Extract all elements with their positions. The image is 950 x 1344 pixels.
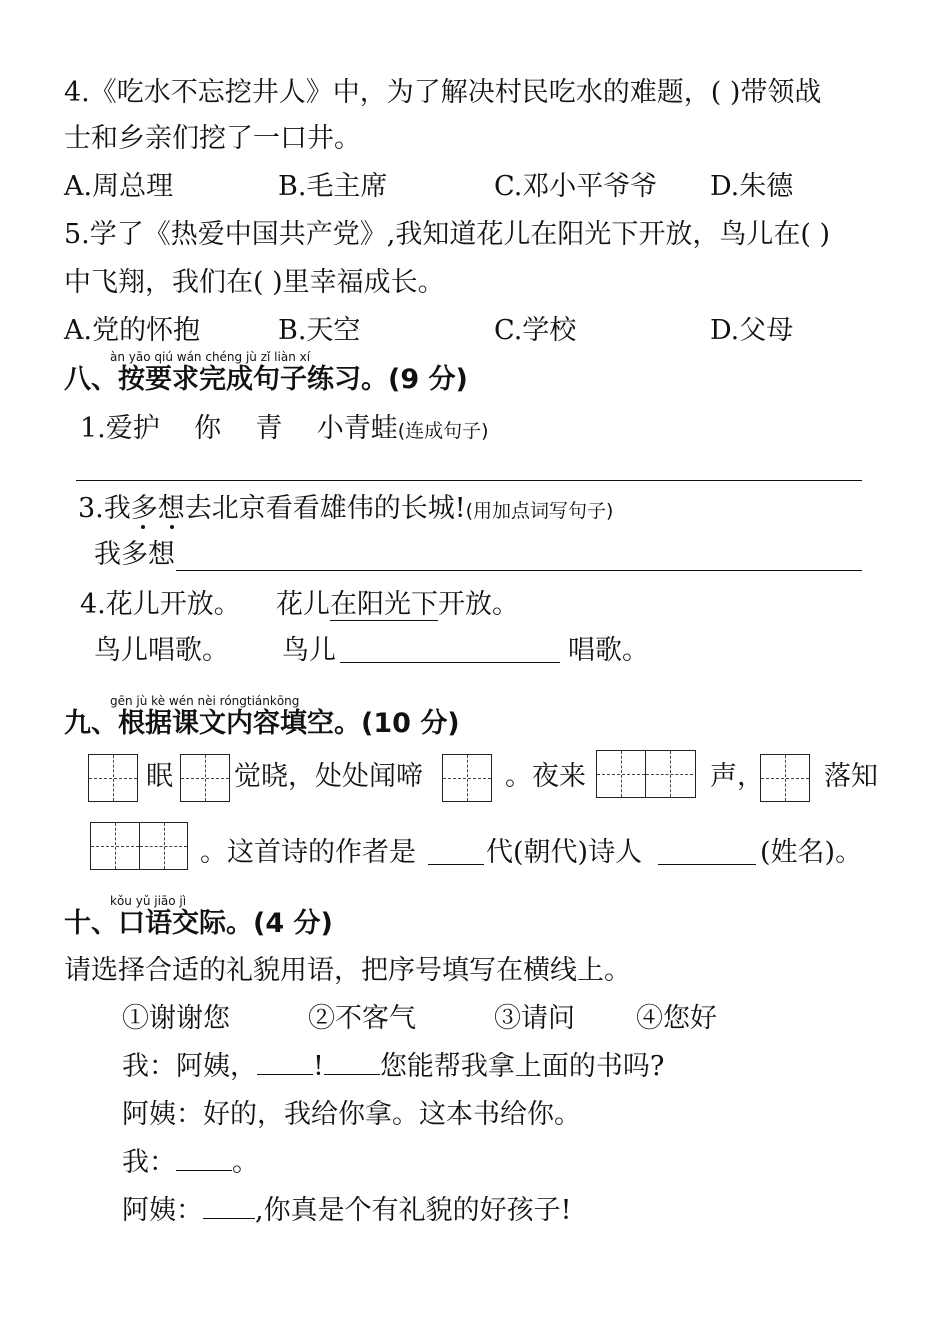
- s8-item4-d2: 唱歌。: [568, 635, 649, 666]
- q4-line1: 4.《吃水不忘挖井人》中，为了解决村民吃水的难题，( )带领战: [64, 77, 822, 108]
- section8-title: 八、按要求完成句子练习。(9 分): [64, 364, 468, 395]
- s10-d3-period: 。: [232, 1147, 259, 1178]
- s8-item4-b: [276, 588, 519, 622]
- s10-dialog-3: [122, 1146, 259, 1180]
- s10-choice-1: ①谢谢您: [122, 1003, 230, 1034]
- s8-item1: [80, 412, 489, 448]
- s10-d1-text: 您能帮我拿上面的书吗?: [379, 1051, 665, 1082]
- section9-pinyin: gēn jù kè wén nèi róngtiánkōng: [110, 694, 300, 708]
- q4-option-c[interactable]: C.邓小平爷爷: [494, 171, 658, 202]
- s8-item4-a: 4.花儿开放。: [80, 589, 241, 620]
- emphasis-dot: [141, 525, 145, 529]
- q5-line2: 中飞翔，我们在( )里幸福成长。: [64, 267, 445, 298]
- s8-item4-b3: 开放。: [438, 589, 519, 620]
- s10-d1-speaker: 我：阿姨，: [122, 1051, 257, 1082]
- s10-d1-blank-2[interactable]: [324, 1050, 380, 1075]
- q5-option-c[interactable]: C.学校: [494, 315, 577, 346]
- section8-pinyin: àn yāo qiú wán chéng jù zǐ liàn xí: [110, 350, 311, 364]
- s10-dialog-2: 阿姨：好的，我给你拿。这本书给你。: [122, 1099, 581, 1130]
- tianzige-box[interactable]: [88, 754, 138, 802]
- s10-choice-2: ②不客气: [308, 1003, 416, 1034]
- s10-choice-4: ④您好: [636, 1003, 717, 1034]
- s10-d4-text: ,你真是个有礼貌的好孩子!: [255, 1195, 572, 1226]
- s10-d4-blank[interactable]: [203, 1194, 255, 1219]
- s10-instruction: 请选择合适的礼貌用语，把序号填写在横线上。: [64, 955, 631, 986]
- tianzige-box[interactable]: [90, 822, 188, 870]
- s8-item1-answer-line[interactable]: [76, 480, 862, 481]
- s8-item3-hint: (用加点词写句子): [465, 500, 614, 522]
- s9-dynasty-blank[interactable]: [428, 864, 484, 865]
- s10-d3-speaker: 我：: [122, 1147, 176, 1178]
- q5-option-a[interactable]: A.党的怀抱: [64, 315, 201, 346]
- section10-title: 十、口语交际。(4 分): [64, 908, 333, 939]
- q4-line2: 士和乡亲们挖了一口井。: [64, 123, 361, 154]
- s9-sheng: 声，: [710, 761, 764, 792]
- q4-option-d[interactable]: D.朱德: [710, 171, 794, 202]
- s10-d3-blank[interactable]: [176, 1146, 232, 1171]
- s10-d1-excl: !: [313, 1051, 324, 1082]
- s10-d4-speaker: 阿姨：: [122, 1195, 203, 1226]
- q5-option-b[interactable]: B.天空: [278, 315, 361, 346]
- s9-poet-blank[interactable]: [658, 864, 756, 865]
- emphasis-dot: [170, 525, 174, 529]
- tianzige-box[interactable]: [442, 754, 492, 802]
- s10-dialog-4: [122, 1194, 571, 1228]
- tianzige-box[interactable]: [180, 754, 230, 802]
- s8-item3-start: 我多想: [94, 539, 175, 570]
- s9-luozhi: 落知: [824, 761, 878, 792]
- s8-item1-hint: (连成句子): [397, 420, 489, 442]
- s8-item4-answer-line[interactable]: [340, 662, 560, 663]
- s9-xingming: (姓名)。: [760, 837, 863, 868]
- s8-item4-b2-underlined: 在阳光下: [330, 589, 438, 620]
- section10-pinyin: kǒu yǔ jiāo jì: [110, 894, 187, 908]
- s10-d1-blank-1[interactable]: [257, 1050, 313, 1075]
- s8-item4-d1: 鸟儿: [282, 635, 336, 666]
- s8-item4-c: 鸟儿唱歌。: [94, 635, 229, 666]
- s9-mian: 眠: [146, 761, 173, 792]
- q5-option-d[interactable]: D.父母: [710, 315, 794, 346]
- s9-yelai: 。夜来: [505, 761, 586, 792]
- s8-item1-text: 1.爱护 你 青 小青蛙: [80, 413, 398, 444]
- s8-item3-text: 3.我多想去北京看看雄伟的长城!: [78, 493, 466, 524]
- s8-item3-answer-line[interactable]: [176, 570, 862, 571]
- s10-choice-3: ③请问: [494, 1003, 575, 1034]
- q4-option-a[interactable]: A.周总理: [64, 171, 174, 202]
- s9-dai: 代(朝代)诗人: [486, 837, 643, 868]
- q4-option-b[interactable]: B.毛主席: [278, 171, 388, 202]
- tianzige-box[interactable]: [760, 754, 810, 802]
- section9-title: 九、根据课文内容填空。(10 分): [64, 708, 460, 739]
- s10-dialog-1: [122, 1050, 664, 1084]
- tianzige-box[interactable]: [596, 750, 696, 798]
- q5-line1: 5.学了《热爱中国共产党》,我知道花儿在阳光下开放，鸟儿在( ): [64, 219, 830, 250]
- s9-jiaoxiao: 觉晓，处处闻啼: [234, 761, 423, 792]
- s9-zhe: 。这首诗的作者是: [200, 837, 416, 868]
- s8-item4-b1: 花儿: [276, 589, 330, 620]
- s8-item3: [78, 492, 613, 528]
